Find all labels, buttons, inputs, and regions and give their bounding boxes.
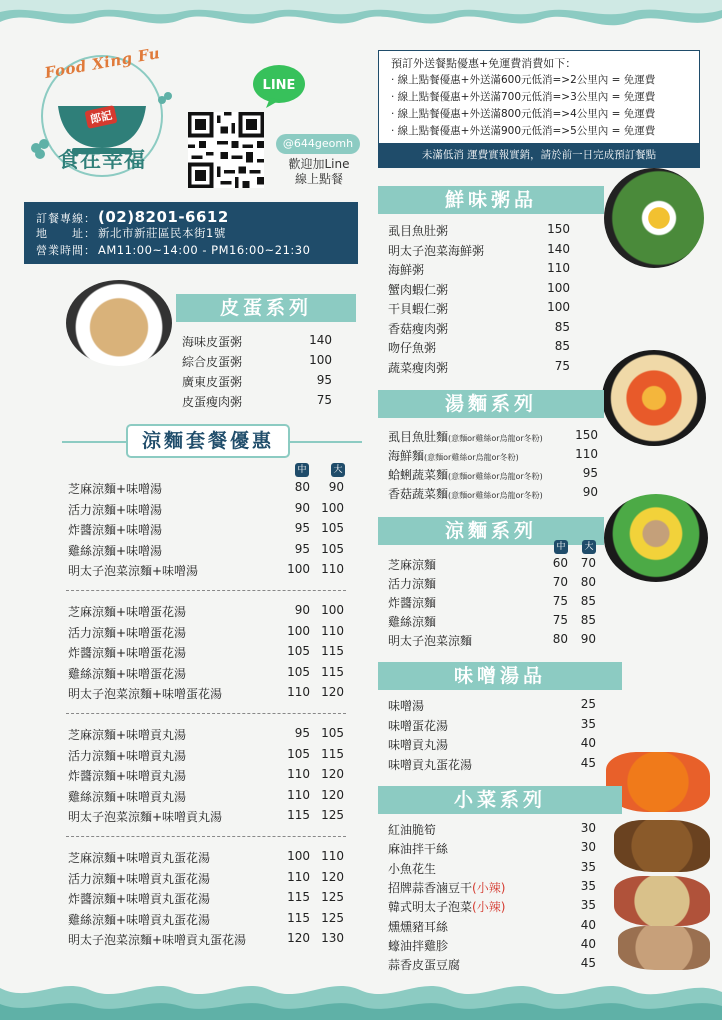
menu-item-price: 40 xyxy=(580,736,596,750)
menu-item-name xyxy=(388,697,424,714)
logo-badge: 郎記 xyxy=(84,105,117,129)
menu-item-label: 海鮮粥 xyxy=(388,263,425,277)
menu-item-price: 95 xyxy=(294,726,310,740)
menu-item-price: 90 xyxy=(328,480,344,494)
menu-item-label: 活力涼麵+味噌蛋花湯 xyxy=(68,625,187,640)
menu-item-price: 85 xyxy=(554,319,570,334)
menu-item-price: 95 xyxy=(294,541,310,556)
menu-item-price: 115 xyxy=(287,890,310,904)
menu-item-price: 120 xyxy=(321,787,344,802)
menu-item-price: 100 xyxy=(309,353,332,367)
delivery-promo-box xyxy=(378,50,700,168)
menu-item-label: 紅油脆筍 xyxy=(388,823,437,837)
menu-item-label: 香菇瘦肉粥 xyxy=(388,321,449,336)
line-id[interactable]: @644geomh xyxy=(276,134,360,154)
menu-item-name xyxy=(388,300,448,317)
menu-item-price: 85 xyxy=(554,339,570,353)
menu-item-name xyxy=(388,937,448,954)
menu-item-label: 味噌貢丸湯 xyxy=(388,738,449,752)
group-divider xyxy=(66,836,346,837)
menu-item-price: 35 xyxy=(580,898,596,913)
menu-item-name xyxy=(388,261,424,278)
spicy-tag: (小辣) xyxy=(472,900,506,915)
menu-item-name xyxy=(388,359,448,376)
menu-item-name xyxy=(68,747,186,764)
menu-item-label: 雞絲涼麵+味噌湯 xyxy=(68,543,163,558)
menu-item-price: 110 xyxy=(547,261,570,275)
section-header-cold-noodle: 涼麵系列 xyxy=(378,517,604,545)
side-dish-photo-3 xyxy=(614,876,710,926)
menu-item-label: 味噌蛋花湯 xyxy=(388,718,449,733)
group-divider xyxy=(66,590,346,591)
logo-english: Food Xing Fu xyxy=(43,43,162,83)
menu-item-price: 150 xyxy=(575,428,598,442)
menu-item-price: 30 xyxy=(580,821,596,835)
menu-item-price: 90 xyxy=(294,603,310,617)
menu-item-label: 麻油拌干絲 xyxy=(388,842,449,857)
menu-item-name xyxy=(388,756,472,773)
menu-item-name xyxy=(388,736,448,753)
menu-item-name xyxy=(68,480,162,497)
menu-item-label: 海鮮麵 xyxy=(388,449,425,463)
menu-item-label: 芝麻涼麵+味噌蛋花湯 xyxy=(68,605,187,619)
menu-item-price: 115 xyxy=(321,746,344,761)
menu-item-price: 100 xyxy=(287,562,310,576)
menu-item-name xyxy=(388,320,448,337)
menu-item-price: 80 xyxy=(552,632,568,646)
menu-item-label: 綜合皮蛋粥 xyxy=(182,355,243,369)
size-medium-badge: 中 xyxy=(554,540,568,554)
menu-item-label: 燻燻豬耳絲 xyxy=(388,919,449,934)
promo-line: · 線上點餐優惠+外送滿700元低消=>3公里內 = 免運費 xyxy=(391,91,656,103)
restaurant-logo xyxy=(22,43,182,183)
menu-item-name xyxy=(388,879,505,896)
menu-item-label: 皮蛋瘦肉粥 xyxy=(182,395,243,409)
menu-item-label: 明太子泡菜涼麵+味噌貢丸蛋花湯 xyxy=(68,933,247,947)
menu-item-price: 75 xyxy=(316,393,332,407)
menu-item-price: 130 xyxy=(321,931,344,945)
menu-item-name xyxy=(68,542,162,559)
menu-item-label: 虱目魚肚粥 xyxy=(388,224,449,238)
menu-item-price: 125 xyxy=(321,910,344,925)
menu-item-price: 140 xyxy=(309,333,332,347)
menu-item-name xyxy=(388,956,460,973)
address: 新北市新莊區民本街1號 xyxy=(98,226,226,240)
noodle-options: (意麵or雞絲or烏龍or冬粉) xyxy=(448,472,543,481)
menu-item-name xyxy=(388,466,543,483)
menu-item-price: 85 xyxy=(580,613,596,627)
menu-item-label: 活力涼麵+味噌湯 xyxy=(68,502,163,517)
menu-item-label: 炸醬涼麵+味噌貢丸蛋花湯 xyxy=(68,892,211,906)
menu-item-name xyxy=(68,931,246,948)
menu-item-label: 雞絲涼麵+味噌貢丸蛋花湯 xyxy=(68,912,211,927)
menu-item-label: 蠔油拌雞胗 xyxy=(388,938,449,953)
menu-item-price: 115 xyxy=(321,664,344,679)
contact-info xyxy=(24,202,358,264)
menu-item-price: 90 xyxy=(580,632,596,646)
menu-item-price: 115 xyxy=(287,910,310,925)
menu-item-price: 95 xyxy=(316,373,332,387)
menu-item-price: 40 xyxy=(580,917,596,932)
size-large-badge: 大 xyxy=(331,463,345,477)
menu-item-price: 105 xyxy=(321,521,344,535)
line-cta-2: 線上點餐 xyxy=(294,172,343,186)
menu-item-label: 芝麻涼麵+味噌貢丸湯 xyxy=(68,728,187,742)
menu-item-price: 25 xyxy=(580,697,596,711)
promo-title: 預訂外送餐點優惠+免運費消費如下： xyxy=(391,57,577,70)
menu-item-price: 110 xyxy=(575,447,598,461)
menu-item-name xyxy=(68,890,210,907)
menu-item-price: 75 xyxy=(552,594,568,608)
line-qr-code[interactable] xyxy=(188,112,264,188)
menu-item-name xyxy=(388,918,448,935)
menu-item-label: 明太子泡菜涼麵+味噌湯 xyxy=(68,564,199,578)
promo-line: · 線上點餐優惠+外送滿900元低消=>5公里內 = 免運費 xyxy=(391,125,656,137)
menu-item-label: 炸醬涼麵+味噌湯 xyxy=(68,523,163,537)
section-header-soup-noodle: 湯麵系列 xyxy=(378,390,604,418)
menu-item-price: 110 xyxy=(287,685,310,699)
menu-item-price: 90 xyxy=(582,485,598,499)
menu-item-price: 30 xyxy=(580,840,596,855)
noodle-options: (意麵or雞絲or烏龍or冬粉) xyxy=(448,491,543,500)
menu-item-name xyxy=(68,870,210,887)
menu-item-label: 炸醬涼麵 xyxy=(388,596,437,610)
menu-item-price: 110 xyxy=(287,787,310,802)
menu-item-name xyxy=(182,393,242,410)
menu-item-label: 干貝蝦仁粥 xyxy=(388,302,449,316)
menu-item-price: 35 xyxy=(580,878,596,893)
menu-item-price: 100 xyxy=(287,623,310,638)
section-header-congee: 鮮味粥品 xyxy=(378,186,604,214)
menu-item-label: 明太子泡菜海鮮粥 xyxy=(388,243,485,258)
menu-item-price: 105 xyxy=(287,746,310,761)
promo-line: · 線上點餐優惠+外送滿800元低消=>4公里內 = 免運費 xyxy=(391,108,656,120)
cold-noodle-photo xyxy=(604,494,708,582)
menu-item-name xyxy=(388,860,436,877)
congee-photo xyxy=(604,168,704,268)
menu-item-name xyxy=(182,353,242,370)
menu-item-name xyxy=(388,717,448,734)
line-cta-1: 歡迎加Line xyxy=(288,157,350,171)
menu-item-price: 95 xyxy=(582,466,598,480)
menu-item-name xyxy=(182,373,242,390)
menu-item-price: 100 xyxy=(547,280,570,295)
soup-noodle-photo xyxy=(602,350,706,446)
menu-item-price: 125 xyxy=(321,808,344,822)
pidan-congee-photo xyxy=(66,280,172,366)
menu-item-price: 70 xyxy=(580,556,596,570)
menu-item-name xyxy=(68,808,222,825)
menu-item-label: 炸醬涼麵+味噌蛋花湯 xyxy=(68,646,187,660)
menu-item-price: 105 xyxy=(321,541,344,556)
section-header-set-meal: 涼麵套餐優惠 xyxy=(126,424,290,458)
menu-item-price: 105 xyxy=(321,726,344,740)
menu-item-label: 活力涼麵 xyxy=(388,577,437,591)
section-header-pidan: 皮蛋系列 xyxy=(176,294,356,322)
menu-item-name xyxy=(182,333,242,350)
promo-line: · 線上點餐優惠+外送滿600元低消=>2公里內 = 免運費 xyxy=(391,74,656,86)
group-divider xyxy=(66,713,346,714)
menu-item-label: 味噌湯 xyxy=(388,699,425,713)
bottom-wave-decoration xyxy=(0,970,722,1020)
menu-item-price: 60 xyxy=(552,556,568,570)
menu-item-price: 35 xyxy=(580,859,596,874)
menu-item-price: 75 xyxy=(552,613,568,627)
size-medium-badge: 中 xyxy=(295,463,309,477)
menu-item-name xyxy=(388,428,543,445)
menu-item-label: 味噌貢丸蛋花湯 xyxy=(388,757,473,772)
menu-item-price: 100 xyxy=(321,500,344,515)
menu-item-price: 120 xyxy=(321,685,344,699)
phone-number[interactable]: (02)8201-6612 xyxy=(98,208,229,226)
menu-item-label: 芝麻涼麵 xyxy=(388,558,437,572)
menu-item-name xyxy=(68,685,222,702)
menu-item-name xyxy=(388,222,448,239)
menu-item-price: 80 xyxy=(294,480,310,494)
menu-item-label: 虱目魚肚麵 xyxy=(388,430,449,444)
menu-item-label: 雞絲涼麵 xyxy=(388,615,437,629)
menu-item-name xyxy=(68,624,186,641)
menu-item-price: 110 xyxy=(321,562,344,576)
menu-item-label: 芝麻涼麵+味噌湯 xyxy=(68,482,163,496)
menu-item-name xyxy=(388,575,436,592)
menu-item-label: 小魚花生 xyxy=(388,861,437,876)
menu-item-price: 120 xyxy=(287,931,310,945)
menu-item-name xyxy=(388,821,436,838)
promo-footer: 未滿低消 運費實報實銷，請於前一日完成預訂餐點 xyxy=(379,143,699,167)
menu-item-name xyxy=(388,840,448,857)
menu-item-name xyxy=(388,632,472,649)
menu-item-price: 110 xyxy=(321,849,344,863)
menu-item-name xyxy=(68,644,186,661)
size-large-badge: 大 xyxy=(582,540,596,554)
menu-item-price: 100 xyxy=(547,300,570,314)
menu-item-price: 45 xyxy=(580,755,596,770)
menu-item-price: 120 xyxy=(321,869,344,884)
menu-item-price: 110 xyxy=(287,767,310,781)
menu-item-label: 活力涼麵+味噌貢丸湯 xyxy=(68,748,187,763)
menu-item-price: 35 xyxy=(580,716,596,731)
menu-item-price: 100 xyxy=(321,603,344,617)
menu-item-name xyxy=(388,447,519,464)
menu-item-price: 115 xyxy=(287,808,310,822)
menu-item-label: 招牌蒜香滷豆干 xyxy=(388,880,473,895)
menu-item-price: 110 xyxy=(287,869,310,884)
menu-item-label: 芝麻涼麵+味噌貢丸蛋花湯 xyxy=(68,851,211,865)
menu-item-price: 45 xyxy=(580,956,596,971)
menu-item-label: 蒜香皮蛋豆腐 xyxy=(388,958,461,973)
menu-item-name xyxy=(68,767,186,784)
menu-item-label: 韓式明太子泡菜 xyxy=(388,900,473,915)
menu-item-name xyxy=(388,594,436,611)
menu-item-label: 活力涼麵+味噌貢丸蛋花湯 xyxy=(68,871,211,886)
menu-item-price: 85 xyxy=(580,594,596,608)
menu-item-name xyxy=(68,665,186,682)
menu-item-label: 廣東皮蛋粥 xyxy=(182,375,243,389)
menu-item-name xyxy=(388,339,436,356)
menu-item-name xyxy=(68,603,186,620)
menu-item-name xyxy=(68,911,210,928)
hours-label: 營業時間： xyxy=(36,244,96,257)
menu-item-price: 110 xyxy=(321,623,344,638)
address-label: 地 址： xyxy=(36,227,96,240)
menu-item-label: 明太子泡菜涼麵+味噌蛋花湯 xyxy=(68,687,223,701)
phone-label: 訂餐專線： xyxy=(36,212,96,225)
menu-item-label: 明太子泡菜涼麵 xyxy=(388,634,473,648)
menu-item-name xyxy=(388,485,543,502)
section-header-sides: 小菜系列 xyxy=(378,786,622,814)
menu-item-price: 90 xyxy=(294,500,310,515)
menu-item-label: 香菇蔬菜麵 xyxy=(388,487,449,501)
noodle-options: (意麵or雞絲or烏龍or冬粉) xyxy=(448,434,543,443)
menu-item-price: 140 xyxy=(547,241,570,256)
menu-item-label: 炸醬涼麵+味噌貢丸湯 xyxy=(68,769,187,783)
section-header-miso: 味噌湯品 xyxy=(378,662,622,690)
menu-item-price: 150 xyxy=(547,222,570,236)
menu-item-name xyxy=(388,613,436,630)
menu-item-price: 115 xyxy=(321,644,344,658)
menu-item-label: 吻仔魚粥 xyxy=(388,341,437,355)
menu-item-name xyxy=(388,281,448,298)
menu-item-price: 70 xyxy=(552,575,568,589)
line-cta xyxy=(274,157,364,187)
menu-item-name xyxy=(388,242,484,259)
menu-item-name xyxy=(68,788,186,805)
menu-item-name xyxy=(388,898,505,915)
line-logo-text: LINE xyxy=(262,78,296,93)
menu-item-label: 明太子泡菜涼麵+味噌貢丸湯 xyxy=(68,810,223,824)
menu-item-price: 120 xyxy=(321,767,344,781)
menu-item-price: 105 xyxy=(287,664,310,679)
menu-item-price: 95 xyxy=(294,521,310,535)
menu-item-name xyxy=(68,562,198,579)
menu-item-name xyxy=(68,849,210,866)
top-wave-decoration xyxy=(0,0,722,40)
menu-item-label: 蟹肉蝦仁粥 xyxy=(388,282,449,297)
menu-item-name xyxy=(68,726,186,743)
logo-chinese: 食在幸福 xyxy=(58,148,146,172)
menu-item-price: 80 xyxy=(580,575,596,589)
spicy-tag: (小辣) xyxy=(472,880,506,895)
side-dish-photo-4 xyxy=(618,926,710,970)
menu-item-price: 75 xyxy=(554,358,570,373)
side-dish-photo-2 xyxy=(614,820,710,872)
menu-item-name xyxy=(68,521,162,538)
menu-item-price: 100 xyxy=(287,849,310,863)
menu-item-name xyxy=(68,501,162,518)
menu-item-price: 40 xyxy=(580,936,596,951)
menu-item-price: 105 xyxy=(287,644,310,658)
menu-item-label: 蔬菜瘦肉粥 xyxy=(388,360,449,375)
menu-item-name xyxy=(388,556,436,573)
menu-item-price: 125 xyxy=(321,890,344,904)
menu-item-label: 蛤蜊蔬菜麵 xyxy=(388,468,449,482)
business-hours: AM11:00~14:00 - PM16:00~21:30 xyxy=(98,243,311,257)
menu-item-label: 雞絲涼麵+味噌蛋花湯 xyxy=(68,666,187,681)
menu-item-label: 海味皮蛋粥 xyxy=(182,335,243,349)
noodle-options: (意麵or雞絲or烏龍or冬粉) xyxy=(424,453,519,462)
menu-item-label: 雞絲涼麵+味噌貢丸湯 xyxy=(68,789,187,804)
